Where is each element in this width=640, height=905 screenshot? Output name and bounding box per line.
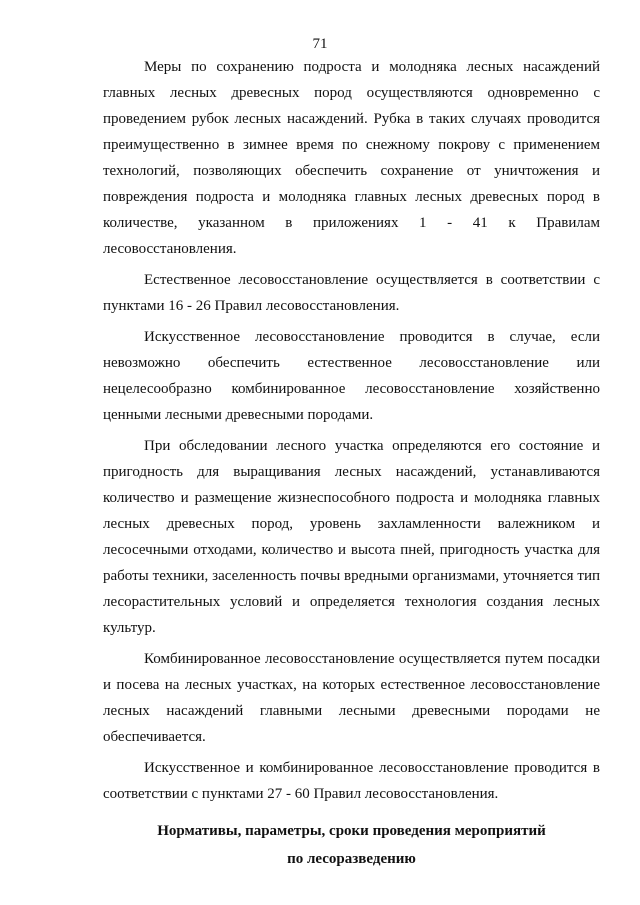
paragraph-artificial-combined-rules: Искусственное и комбинированное лесовосстановление проводится в соответствии с пунктами 27 - 60 Правил лесовосстановления.: [103, 760, 600, 802]
section-heading: [103, 817, 600, 873]
page-number: 71: [312, 36, 328, 52]
paragraph-site-survey: При обследовании лесного участка определяются его состояние и пригодность для выращивания лесных насаждений, устанавливаются количество и размещение жизнеспособного подроста и молодняка главных лесных древесных пород, уровень захламленности валежником и лесосечными отходами, количество и высота пней, пригодность участка для работы техники, заселенность почвы вредными организмами, уточняется тип лесорастительных условий и определяется технология создания лесных культур.: [103, 438, 600, 636]
section-heading-line-1: Нормативы, параметры, сроки проведения мероприятий: [157, 823, 546, 839]
paragraph-natural-reforestation: Естественное лесовосстановление осуществляется в соответствии с пунктами 16 - 26 Правил лесовосстановления.: [103, 272, 600, 314]
section-heading-line-2: по лесоразведению: [287, 851, 416, 867]
paragraph-combined-reforestation: Комбинированное лесовосстановление осуществляется путем посадки и посева на лесных участках, на которых естественное лесовосстановление лесных насаждений главными лесными древесными породами не обеспечивается.: [103, 651, 600, 745]
paragraph-undergrowth-preservation: Меры по сохранению подроста и молодняка лесных насаждений главных лесных древесных пород осуществляются одновременно с проведением рубок лесных насаждений. Рубка в таких случаях проводится преимущественно в зимнее время по снежному покрову с применением технологий, позволяющих обеспечить сохранение от уничтожения и повреждения подроста и молодняка главных лесных древесных пород в количестве, указанном в приложениях 1 - 41 к Правилам лесовосстановления.: [103, 59, 600, 257]
paragraph-artificial-reforestation: Искусственное лесовосстановление проводится в случае, если невозможно обеспечить естественное лесовосстановление или нецелесообразно комбинированное лесовосстановление хозяйственно ценными лесными древесными породами.: [103, 329, 600, 423]
document-body: [103, 54, 600, 873]
